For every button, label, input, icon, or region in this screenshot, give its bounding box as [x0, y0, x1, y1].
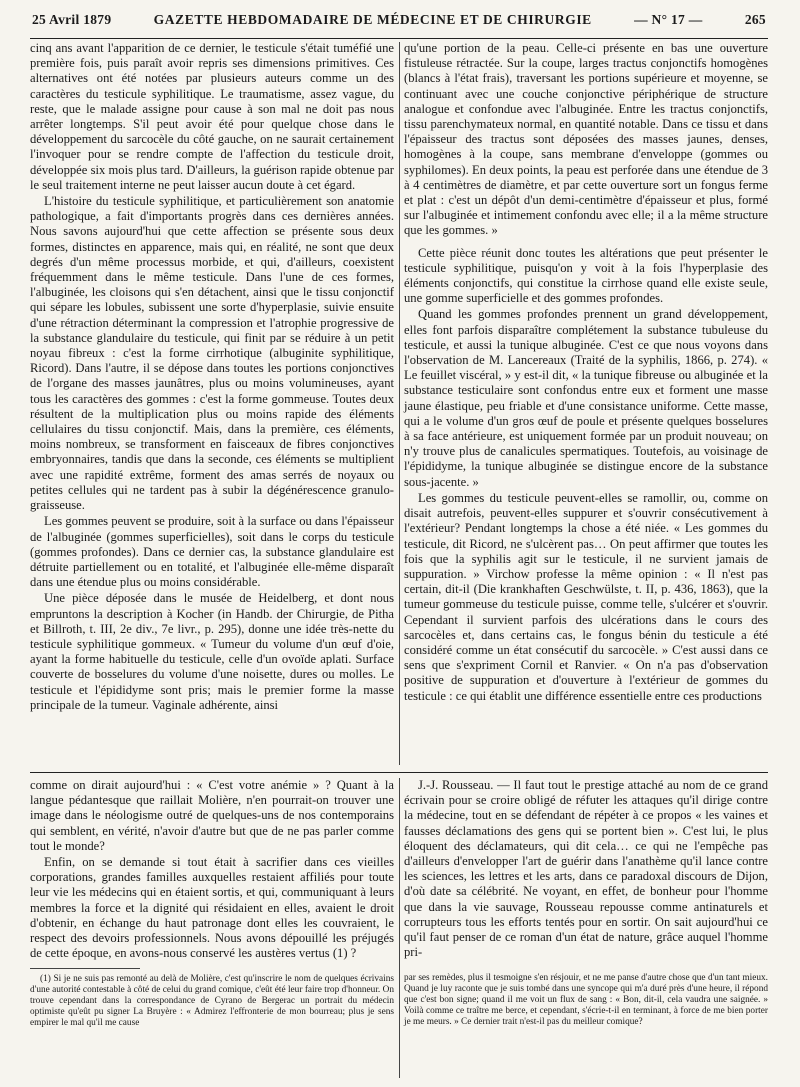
page-number: 265 — [744, 12, 766, 27]
paragraph: J.-J. Rousseau. — Il faut tout le prestige attaché au nom de ce grand écrivain pour se croire obligé de réfuter les attaques qu'il dirige contre la médecine, tout en se défendant de répéter à ce propos « les vaines et fausses déclamations des gens qui se portent bien ». C'est lui, le plus éloquent des déclamateurs, qui dit cela… ce qui ne l'empêche pas d'ailleurs d'envelopper l'art de guérir dans l'anathème qu'il lance contre les sciences, les lettres et les arts, dans ce paradoxal discours de Dijon, d'où date sa célébrité. Ne voyant, en effet, de bonheur pour l'homme que dans la vie sauvage, Rousseau repousse comme antinaturels et corrupteurs tous les efforts tentés pour en sortir. On sait aujourd'hui ce qu'il faut penser de ce roman d'un état de nature, grâce auquel l'homme pri- — [404, 778, 768, 960]
issue-date: 25 Avril 1879 — [32, 12, 112, 27]
paragraph: cinq ans avant l'apparition de ce dernier, le testicule s'était tuméfié une première fois, puis paraît avoir repris ses dimensions primitives. Ces alternatives ont été notées par plusieurs auteurs comme un des caractères du testicule syphilitique. Le traumatisme, assez vague, du reste, que le malade assigne pour cause à son mal ne doit pas nous arrêter longtemps. S'il peut avoir été pour quelque chose dans le développement du sarcocèle du côté gauche, on ne saurait certainement l'invoquer pour se rendre compte de l'affection du testicule droit, développée six mois plus tard. D'ailleurs, la guérison rapide obtenue par le seul traitement interne ne peut laisser aucun doute à cet égard. — [30, 41, 394, 192]
paragraph: Enfin, on se demande si tout était à sacrifier dans ces vieilles corporations, grandes familles auxquelles restaient affiliés pour toute leur vie les médecins qui en étaient sortis, et qui, communiquant à leurs membres la force et la dignité qui résidaient en elles, avaient le droit d'obtenir, en échange du haut patronage dont elles les couvraient, le respect des devoirs professionnels. Nous avons dépouillé les préjugés de cette époque, en avons-nous conservé les austères vertus (1) ? — [30, 855, 394, 961]
top-left-column — [30, 41, 394, 764]
journal-title: GAZETTE HEBDOMADAIRE DE MÉDECINE ET DE CHIRURGIE — [153, 12, 592, 27]
column-divider — [399, 778, 400, 1078]
footnote-rule — [30, 968, 140, 969]
section-divider — [30, 772, 768, 773]
journal-page — [30, 12, 768, 1029]
paragraph: Cette pièce réunit donc toutes les altérations que peut présenter le testicule syphilitique, puisqu'on y voit à la fois l'hyperplasie des éléments conjonctifs, qui constitue la cirrhose quand elle existe seule, une gomme superficielle et des gommes profondes. — [404, 245, 768, 306]
running-header — [30, 12, 768, 39]
footnote-continued: par ses remèdes, plus il tesmoigne s'en résjouir, et ne me panse d'autre chose que d'un tant mieux. Quand je luy raconte que je suis tombé dans une syncope qui m'a duré près d'une heure, il répond que c'est bon signe; quand il me voit un flux de sang : « Bon, dit-il, cela vaudra une saignée. » Voilà comme ce traître me berce, et cependant, s'écrie-t-il en terminant, à force de me bien porter je me meurs. » Ce dernier trait n'est-il pas du meilleur comique? — [404, 973, 768, 1028]
paragraph: Les gommes peuvent se produire, soit à la surface ou dans l'épaisseur de l'albuginée (gommes superficielles), soit dans le corps du testicule (gommes profondes). Dans ce dernier cas, la substance glandulaire est détruite partiellement ou en totalité, et l'albuginée elle-même disparaît dans une étendue plus ou moins considérable. — [30, 514, 394, 590]
paragraph: L'histoire du testicule syphilitique, et particulièrement son anatomie pathologique, a fait d'importants progrès dans ces dernières années. Nous savons aujourd'hui que cette affection se présente sous deux formes, distinctes en apparence, mais qui, en réalité, ne sont que deux degrés d'un même processus morbide, et qui, d'ailleurs, coexistent fréquemment dans le même testicule. Dans l'une de ces formes, l'albuginée, les cloisons qui s'en détachent, ainsi que le tissu conjonctif qui sépare les lobules, subissent une sorte d'hyperplasie, suivie ensuite d'une rétraction déterminant la compression et l'atrophie progressive de la substance glandulaire du testicule, qui finit par se réduire à un petit noyau fibreux : c'est la forme cirrhotique (albuginite syphilitique, Ricord). Dans l'autre, il se dépose dans toutes les portions conjonctives de l'organe des masses jaunâtres, plus ou moins volumineuses, ayant tous les caractères des gommes : c'est la forme gommeuse. Toutes deux résultent de la multiplication plus ou moins rapide des éléments cellulaires du tissu conjonctif. Mais, dans la première, ces éléments, moins nombreux, se transforment en faisceaux de fibres conjonctives embryonnaires, tandis que dans la seconde, ces éléments se multiplient avec une rapidité extrême, forment des amas serrés de noyaux ou petites cellules qui ne tardent pas à subir la dégénérescence granulo-graisseuse. — [30, 194, 394, 513]
paragraph: comme on dirait aujourd'hui : « C'est votre anémie » ? Quant à la langue pédantesque que raillait Molière, n'en pourrait-on trouver une image dans le néologisme outré de quelques-uns de nos contemporains qui semblent, en vérité, n'avoir d'autre but que de ne pas parler comme tout le monde? — [30, 778, 394, 853]
paragraph: qu'une portion de la peau. Celle-ci présente en bas une ouverture fistuleuse rétractée. Sur la coupe, larges tractus conjonctifs homogènes (blancs à l'état frais), traversant les portions supérieure et moyenne, se continuant avec une couche conjonctive périphérique de structure analogue et confondue avec l'albuginée. Entre les tractus conjonctifs, tissu parenchymateux normal, en quantité notable. Dans ce tissu et dans l'épaisseur des tractus sont déposées des masses jaunes, denses, homogènes à la coupe, sans membrane d'enveloppe (gommes ou syphilomes). En deux points, la peau est perforée dans une étendue de 3 à 4 centimètres de diamètre, et par cette ouverture sort un fongus ferme et plat : c'est un dépôt d'un demi-centimètre d'épaisseur et plus, formé sur l'albuginée et intimement confondu avec elle; il a la même structure que les gommes. » — [404, 41, 768, 238]
column-divider — [399, 42, 400, 765]
paragraph: Les gommes du testicule peuvent-elles se ramollir, ou, comme on disait autrefois, peuvent-elles suppurer et s'ouvrir consécutivement à l'extérieur? Pendant longtemps la chose a été niée. « Les gommes du testicule, dit Ricord, ne s'ulcèrent pas… On peut affirmer que toutes les fois que la syphilis agit sur le testicule, il ne survient jamais de suppuration. » Virchow professe la même opinion : « Il n'est pas certain, dit-il (Die krankhaften Geschwülste, t. II, p. 436, 1863), que la tumeur gommeuse du testicule puisse, comme telle, s'ulcérer et s'ouvrir. Cependant il survient parfois des ulcérations dans le cours des sarcocèles et, dans certains cas, le fongus bénin du testicule a été considéré comme un état consécutif du sarcocèle. » C'est aussi dans ce sens que s'expriment Cornil et Ranvier. « On n'a pas d'observation positive de suppuration et d'ouverture à l'extérieur de gommes du testicule : ce qui établit une différence essentielle entre ces productions — [404, 490, 768, 703]
bottom-right-column — [404, 778, 768, 1078]
bottom-left-column — [30, 778, 394, 1078]
issue-number: — N° 17 — — [634, 12, 703, 27]
paragraph: Quand les gommes profondes prennent un grand développement, elles font parfois disparaître complétement la substance tubuleuse du testicule, et aussi la tunique albuginée. C'est ce que nous voyons dans l'observation de M. Lancereaux (Traité de la syphilis, 1866, p. 274). « Le feuillet viscéral, » y est-il dit, « la tunique fibreuse ou albuginée et la substance testiculaire sont confondus entre eux et forment une masse jaune élastique, peu friable et d'une consistance uniforme. Cette masse, qui a le volume d'un gros œuf de poule et présente quelques bosselures à sa face antérieure, est uniquement formée par un produit nouveau; on n'y trouve plus de canalicules spermatiques. Toutefois, au voisinage de l'épididyme, la tunique albuginée se distingue encore de la substance sous-jacente. » — [404, 307, 768, 489]
footnote: (1) Si je ne suis pas remonté au delà de Molière, c'est qu'inscrire le nom de quelques écrivains d'une autorité contestable à côté de celui du grand comique, c'eût été leur faire trop d'honneur. On trouve cependant dans la correspondance de Cyrano de Bergerac un portrait du médecin optimiste qu'eût pu signer La Bruyère : « Admirez l'effronterie de mon bourreau; plus je sens empirer le mal qu'il me cause — [30, 974, 394, 1029]
top-right-column — [404, 41, 768, 764]
paragraph: Une pièce déposée dans le musée de Heidelberg, et dont nous empruntons la description à Kocher (in Handb. der Chirurgie, de Pitha et Billroth, t. III, 2e div., 7e livr., p. 295), donne une idée très-nette du testicule syphilitique gommeux. « Tumeur du volume d'un œuf d'oie, ayant la forme habituelle du testicule, celle d'un ovoïde aplati. Surface couverte de bosselures du volume d'une noisette, dures ou molles. Le testicule et l'épididyme sont pris; mais le premier forme la masse principale de la tumeur. Vaginale adhérente, ainsi — [30, 591, 394, 712]
